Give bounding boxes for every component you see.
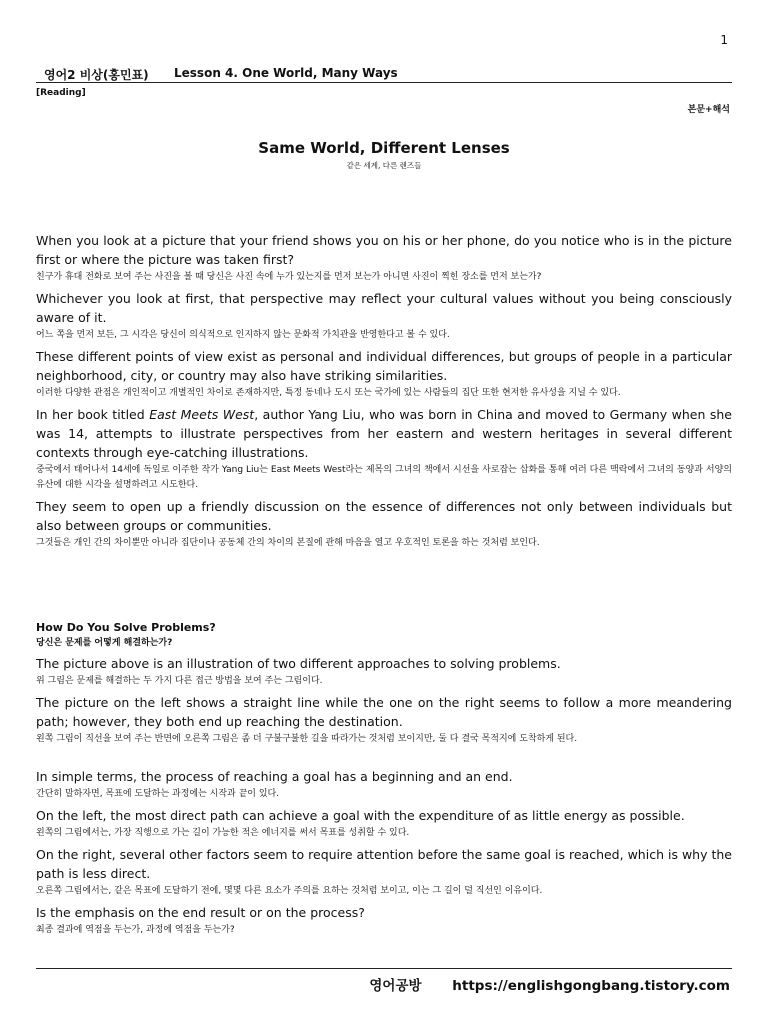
paragraph-en: When you look at a picture that your friend shows you on his or her phone, do you notice who is in the picture first or where the picture was taken first? bbox=[36, 233, 732, 267]
paragraph-en: On the right, several other factors seem to require attention before the same goal is reached, which is why the path is less direct. bbox=[36, 847, 732, 881]
paragraph-ko: 오른쪽 그림에서는, 같은 목표에 도달하기 전에, 몇몇 다른 요소가 주의를 요하는 것처럼 보이고, 이는 그 길이 덜 직선인 이유이다. bbox=[36, 886, 543, 896]
page-title: Same World, Different Lenses bbox=[258, 139, 510, 157]
page-number: 1 bbox=[720, 33, 728, 47]
footer-url[interactable]: https://englishgongbang.tistory.com bbox=[452, 978, 730, 994]
section-heading-ko: 당신은 문제를 어떻게 해결하는가? bbox=[36, 638, 173, 648]
paragraph-en: Whichever you look at first, that perspective may reflect your cultural values without you being consciously aware of it. bbox=[36, 291, 732, 325]
footer-divider bbox=[36, 968, 732, 969]
section-heading: How Do You Solve Problems? bbox=[36, 621, 216, 634]
paragraph-ko: 왼쪽 그림이 직선을 보여 주는 반면에 오른쪽 그림은 좀 더 구불구불한 길을 따라가는 것처럼 보이지만, 둘 다 결국 목적지에 도착하게 된다. bbox=[36, 734, 578, 744]
paragraph-ko: 최종 결과에 역점을 두는가, 과정에 역점을 두는가? bbox=[36, 925, 235, 935]
footer-brand: 영어공방 bbox=[369, 978, 422, 994]
paragraph-ko: 어느 쪽을 먼저 보든, 그 시각은 당신이 의식적으로 인지하지 않는 문화적 가치관을 반영한다고 볼 수 있다. bbox=[36, 330, 450, 340]
paragraph-ko: 왼쪽의 그림에서는, 가장 직행으로 가는 길이 가능한 적은 에너지를 써서 목표를 성취할 수 있다. bbox=[36, 828, 410, 838]
paragraph-en: The picture above is an illustration of two different approaches to solving problems. bbox=[36, 656, 561, 671]
paragraph-ko: 위 그림은 문제를 해결하는 두 가지 다른 접근 방법을 보여 주는 그림이다. bbox=[36, 676, 323, 686]
footer bbox=[369, 974, 730, 994]
paragraph-en: On the left, the most direct path can achieve a goal with the expenditure of as little energy as possible. bbox=[36, 808, 685, 823]
paragraph-ko: 중국에서 태어나서 14세에 독일로 이주한 작가 Yang Liu는 East Meets West라는 제목의 그녀의 책에서 시선을 사로잡는 삽화를 통해 여러 다른 맥락에서 그녀의 동양과 서양의 유산에 대한 시각을 설명하려고 시도한다. bbox=[36, 465, 732, 490]
paragraph-ko: 그것들은 개인 간의 차이뿐만 아니라 집단이나 공동체 간의 차이의 본질에 관해 마음을 열고 우호적인 토론을 하는 것처럼 보인다. bbox=[36, 538, 540, 548]
spacer bbox=[36, 751, 732, 767]
paragraph-ko: 친구가 휴대 전화로 보여 주는 사진을 볼 때 당신은 사진 속에 누가 있는지를 먼저 보는가 아니면 사진이 찍힌 장소를 먼저 보는가? bbox=[36, 272, 542, 282]
book-title: East Meets West bbox=[149, 407, 255, 422]
paragraph-en: Is the emphasis on the end result or on the process? bbox=[36, 905, 365, 920]
section-problem-solving bbox=[36, 620, 732, 942]
paragraph-ko: 이러한 다양한 관점은 개인적이고 개별적인 차이로 존재하지만, 특정 동네나 도시 또는 국가에 있는 사람들의 집단 또한 현저한 유사성을 지닐 수 있다. bbox=[36, 388, 621, 398]
paragraph-ko: 간단히 말하자면, 목표에 도달하는 과정에는 시작과 끝이 있다. bbox=[36, 789, 280, 799]
header-subject: 영어2 비상(홍민표) bbox=[44, 68, 149, 82]
section-intro bbox=[36, 231, 732, 555]
paragraph-en: The picture on the left shows a straight line while the one on the right seems to follow a more meandering path; however, they both end up reaching the destination. bbox=[36, 695, 732, 729]
content-type-tag: 본문+해석 bbox=[687, 105, 730, 115]
reading-tag: [Reading] bbox=[36, 88, 86, 98]
paragraph-en: In simple terms, the process of reaching a goal has a beginning and an end. bbox=[36, 769, 513, 784]
page-subtitle: 같은 세계, 다른 렌즈들 bbox=[346, 161, 422, 170]
header-lesson: Lesson 4. One World, Many Ways bbox=[174, 66, 398, 80]
document-header bbox=[36, 66, 732, 83]
paragraph-text: In her book titled bbox=[36, 407, 150, 422]
paragraph-en: They seem to open up a friendly discussion on the essence of differences not only between individuals but also between groups or communities. bbox=[36, 499, 732, 533]
paragraph-en: These different points of view exist as personal and individual differences, but groups of people in a particular neighborhood, city, or country may also have striking similarities. bbox=[36, 349, 732, 383]
paragraph-text: , author Yang Liu, who was born in China and moved to Germany when she was 14, attempts to illustrate perspectives from her eastern and western heritages in several different contexts through eye-catching illustrations. bbox=[36, 407, 732, 460]
paragraph-en bbox=[36, 405, 732, 462]
